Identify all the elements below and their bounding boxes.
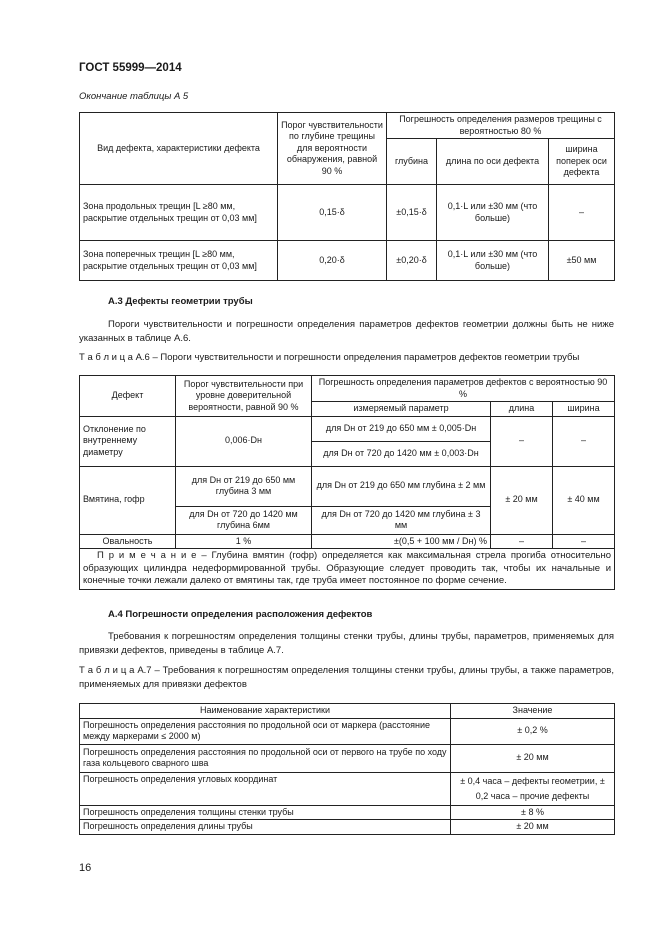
- cell-defect: Зона поперечных трещин [L ≥80 мм, раскрытие отдельных трещин от 0,03 мм]: [80, 241, 278, 281]
- table-a7: [79, 703, 615, 835]
- table-continuation-label: Окончание таблицы А 5: [79, 91, 189, 102]
- table-row: [80, 805, 615, 820]
- cell-name: Погрешность определения толщины стенки трубы: [80, 805, 451, 820]
- cell-threshold: 1 %: [176, 534, 312, 549]
- cell-name: Погрешность определения расстояния по продольной оси от маркера (расстояние между маркерами ≤ 2000 м): [80, 718, 451, 744]
- cell-value: ± 0,2 %: [451, 718, 615, 744]
- section-a3-title: А.3 Дефекты геометрии трубы: [108, 296, 253, 307]
- table-row: [80, 718, 615, 744]
- cell-width: ±50 мм: [549, 241, 615, 281]
- cell-param: для Dн от 219 до 650 мм ± 0,005·Dн: [312, 416, 491, 441]
- cell-threshold: 0,15·δ: [278, 185, 387, 241]
- cell-width: ± 40 мм: [553, 466, 615, 534]
- cell-depth: ±0,15·δ: [387, 185, 437, 241]
- cell-threshold: 0,20·δ: [278, 241, 387, 281]
- cell-length: 0,1·L или ±30 мм (что больше): [437, 241, 549, 281]
- cell-length: –: [491, 534, 553, 549]
- cell-width: –: [553, 416, 615, 466]
- col-name-header: Наименование характеристики: [80, 704, 451, 719]
- cell-length: –: [491, 416, 553, 466]
- table-row: [80, 772, 615, 805]
- section-a3-paragraph: Пороги чувствительности и погрешности определения параметров дефектов геометрии должны быть не ниже указанных в таблице А.6.: [79, 319, 614, 344]
- cell-name: Погрешность определения угловых координат: [80, 772, 451, 805]
- table-row: [80, 744, 615, 772]
- cell-value: ± 0,4 часа – дефекты геометрии, ± 0,2 часа – прочие дефекты: [451, 772, 615, 805]
- col-width-header: ширина поперек оси дефекта: [549, 139, 615, 185]
- cell-defect: Зона продольных трещин [L ≥80 мм, раскрытие отдельных трещин от 0,03 мм]: [80, 185, 278, 241]
- document-id: ГОСТ 55999—2014: [79, 62, 182, 74]
- cell-name: Погрешность определения длины трубы: [80, 820, 451, 835]
- cell-param: ±(0,5 + 100 мм / Dн) %: [312, 534, 491, 549]
- page-number: 16: [79, 862, 92, 874]
- col-width-header: ширина: [553, 402, 615, 417]
- col-depth-header: глубина: [387, 139, 437, 185]
- cell-threshold: для Dн от 219 до 650 мм глубина 3 мм: [176, 466, 312, 506]
- cell-defect: Овальность: [80, 534, 176, 549]
- cell-param: для Dн от 720 до 1420 мм ± 0,003·Dн: [312, 441, 491, 466]
- section-a4-paragraph: Требования к погрешностям определения толщины стенки трубы, длины трубы, параметров, применяемых для привязки дефектов, приведены в таблице А.7.: [79, 631, 614, 656]
- table-a7-caption: Т а б л и ц а А.7 – Требования к погрешностям определения толщины стенки трубы, длины трубы, а также параметров, применяемых для привязки дефектов: [79, 665, 614, 690]
- col-defect-header: Дефект: [80, 376, 176, 417]
- cell-defect: Отклонение по внутреннему диаметру: [80, 416, 176, 466]
- cell-value: ± 20 мм: [451, 744, 615, 772]
- col-group-header: Погрешность определения параметров дефектов с вероятностью 90 %: [312, 376, 615, 402]
- cell-threshold: 0,006·Dн: [176, 416, 312, 466]
- col-length-header: длина по оси дефекта: [437, 139, 549, 185]
- cell-defect: Вмятина, гофр: [80, 466, 176, 534]
- table-row: [80, 534, 615, 549]
- col-length-header: длина: [491, 402, 553, 417]
- table-a6-caption: Т а б л и ц а А.6 – Пороги чувствительности и погрешности определения параметров дефектов геометрии трубы: [79, 352, 580, 363]
- table-row: [80, 820, 615, 835]
- table-row: [80, 241, 615, 281]
- cell-value: ± 8 %: [451, 805, 615, 820]
- section-a4-title: А.4 Погрешности определения расположения дефектов: [108, 609, 373, 620]
- table-a5: [79, 112, 615, 281]
- table-a6: [79, 375, 615, 590]
- col-param-header: измеряемый параметр: [312, 402, 491, 417]
- table-note-row: [80, 549, 615, 590]
- table-row: [80, 466, 615, 506]
- cell-param: для Dн от 219 до 650 мм глубина ± 2 мм: [312, 466, 491, 506]
- cell-param: для Dн от 720 до 1420 мм глубина ± 3 мм: [312, 506, 491, 534]
- cell-depth: ±0,20·δ: [387, 241, 437, 281]
- col-defect-header: Вид дефекта, характеристики дефекта: [80, 113, 278, 185]
- table-row: [80, 185, 615, 241]
- cell-length: ± 20 мм: [491, 466, 553, 534]
- table-row: [80, 416, 615, 441]
- cell-threshold: для Dн от 720 до 1420 мм глубина 6мм: [176, 506, 312, 534]
- cell-width: –: [549, 185, 615, 241]
- cell-width: –: [553, 534, 615, 549]
- table-note: П р и м е ч а н и е – Глубина вмятин (гофр) определяется как максимальная стрела прогиба относительно образующих цилиндра недеформированной трубы. Образующие следует проводить так, чтобы их начальные и конечные точки лежали далеко от вмятины так, где труба имеет постоянное по форме сечение.: [80, 549, 615, 590]
- cell-value: ± 20 мм: [451, 820, 615, 835]
- cell-name: Погрешность определения расстояния по продольной оси от первого на трубе по ходу газа кольцевого сварного шва: [80, 744, 451, 772]
- col-threshold-header: Порог чувствительности при уровне доверительной вероятности, равной 90 %: [176, 376, 312, 417]
- col-value-header: Значение: [451, 704, 615, 719]
- cell-length: 0,1·L или ±30 мм (что больше): [437, 185, 549, 241]
- col-group-header: Погрешность определения размеров трещины с вероятностью 80 %: [387, 113, 615, 139]
- col-threshold-header: Порог чувствительности по глубине трещины для вероятности обнаружения, равной 90 %: [278, 113, 387, 185]
